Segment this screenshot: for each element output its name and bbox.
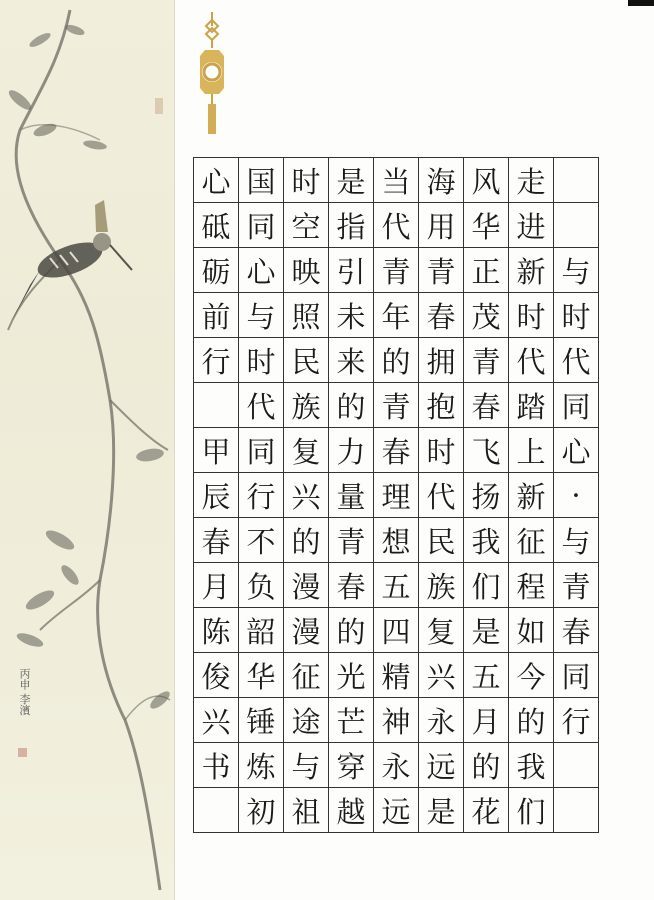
grid-cell: 是	[419, 788, 464, 833]
grid-cell: 扬	[464, 473, 509, 518]
grid-column	[419, 158, 464, 833]
grid-cell: 永	[374, 743, 419, 788]
grid-column	[554, 158, 599, 833]
grid-cell: 前	[194, 293, 239, 338]
grid-cell: 炼	[239, 743, 284, 788]
corner-mark	[628, 0, 654, 6]
grid-cell: 月	[194, 563, 239, 608]
grid-cell: 光	[329, 653, 374, 698]
grid-cell: 永	[419, 698, 464, 743]
grid-cell: 复	[284, 428, 329, 473]
grid-cell: 抱	[419, 383, 464, 428]
grid-cell: 途	[284, 698, 329, 743]
grid-cell: 茂	[464, 293, 509, 338]
grid-cell: 春	[419, 293, 464, 338]
grid-cell: 时	[239, 338, 284, 383]
grid-cell: 空	[284, 203, 329, 248]
ink-painting-panel	[0, 0, 175, 900]
grid-cell: 心	[239, 248, 284, 293]
grid-cell: 用	[419, 203, 464, 248]
grid-cell: 的	[464, 743, 509, 788]
grid-cell: 年	[374, 293, 419, 338]
grid-cell	[554, 203, 599, 248]
grid-cell: 征	[284, 653, 329, 698]
grid-cell: 指	[329, 203, 374, 248]
grid-cell	[194, 788, 239, 833]
grid-cell: 踏	[509, 383, 554, 428]
grid-cell: 是	[329, 158, 374, 203]
grid-cell: 漫	[284, 608, 329, 653]
grid-cell: 时	[284, 158, 329, 203]
grid-cell	[554, 743, 599, 788]
grid-cell: 正	[464, 248, 509, 293]
grid-cell: 韶	[239, 608, 284, 653]
grid-cell: 如	[509, 608, 554, 653]
grid-cell: 的	[329, 608, 374, 653]
grid-cell: 春	[374, 428, 419, 473]
grid-cell: 行	[194, 338, 239, 383]
grid-cell: 拥	[419, 338, 464, 383]
grid-cell: ·	[554, 473, 599, 518]
grid-column	[509, 158, 554, 833]
grid-cell: 民	[284, 338, 329, 383]
grid-cell: 的	[284, 518, 329, 563]
grid-cell: 征	[509, 518, 554, 563]
grid-cell: 代	[419, 473, 464, 518]
grid-cell: 们	[509, 788, 554, 833]
grid-cell: 行	[239, 473, 284, 518]
grid-cell: 祖	[284, 788, 329, 833]
grid-cell: 陈	[194, 608, 239, 653]
grid-cell: 书	[194, 743, 239, 788]
grid-cell: 当	[374, 158, 419, 203]
grid-column	[464, 158, 509, 833]
grid-cell: 青	[464, 338, 509, 383]
grid-cell: 来	[329, 338, 374, 383]
grid-cell: 代	[554, 338, 599, 383]
grid-cell	[194, 383, 239, 428]
grid-cell: 初	[239, 788, 284, 833]
grid-cell: 甲	[194, 428, 239, 473]
grid-cell: 负	[239, 563, 284, 608]
grid-cell: 远	[419, 743, 464, 788]
grid-cell: 花	[464, 788, 509, 833]
grid-cell: 兴	[284, 473, 329, 518]
grid-cell: 们	[464, 563, 509, 608]
grid-cell: 时	[509, 293, 554, 338]
grid-cell: 代	[374, 203, 419, 248]
bird	[12, 200, 132, 320]
grid-column	[194, 158, 239, 833]
grid-cell: 代	[239, 383, 284, 428]
grid-cell: 精	[374, 653, 419, 698]
grid-cell: 量	[329, 473, 374, 518]
painting-signature: 丙申 李濱	[18, 668, 31, 716]
grid-cell: 风	[464, 158, 509, 203]
grid-cell: 理	[374, 473, 419, 518]
grid-cell: 今	[509, 653, 554, 698]
grid-cell: 进	[509, 203, 554, 248]
grid-cell: 辰	[194, 473, 239, 518]
grid-cell: 与	[284, 743, 329, 788]
grid-cell: 走	[509, 158, 554, 203]
grid-cell: 飞	[464, 428, 509, 473]
grid-cell: 远	[374, 788, 419, 833]
grid-cell: 代	[509, 338, 554, 383]
grid-cell: 青	[329, 518, 374, 563]
grid-cell: 新	[509, 248, 554, 293]
grid-cell: 族	[284, 383, 329, 428]
grid-cell: 心	[194, 158, 239, 203]
grid-cell: 华	[239, 653, 284, 698]
grid-cell: 是	[464, 608, 509, 653]
grid-column	[284, 158, 329, 833]
grid-cell	[554, 788, 599, 833]
grid-cell: 程	[509, 563, 554, 608]
grid-cell: 与	[554, 248, 599, 293]
grid-cell: 的	[374, 338, 419, 383]
grid-cell: 俊	[194, 653, 239, 698]
grid-cell: 上	[509, 428, 554, 473]
grid-cell: 与	[239, 293, 284, 338]
grid-cell: 漫	[284, 563, 329, 608]
grid-cell: 不	[239, 518, 284, 563]
grid-cell: 同	[239, 203, 284, 248]
grid-cell: 四	[374, 608, 419, 653]
grid-cell: 未	[329, 293, 374, 338]
grid-cell: 青	[419, 248, 464, 293]
grid-cell: 想	[374, 518, 419, 563]
grid-cell: 新	[509, 473, 554, 518]
grid-cell: 同	[554, 383, 599, 428]
grid-cell: 砺	[194, 248, 239, 293]
bird-branch-painting	[0, 0, 174, 900]
grid-cell: 我	[464, 518, 509, 563]
grid-cell: 芒	[329, 698, 374, 743]
grid-cell: 华	[464, 203, 509, 248]
grid-cell: 引	[329, 248, 374, 293]
grid-cell: 越	[329, 788, 374, 833]
grid-cell: 穿	[329, 743, 374, 788]
grid-cell: 月	[464, 698, 509, 743]
grid-cell: 民	[419, 518, 464, 563]
chinese-knot-ornament-icon	[195, 12, 229, 134]
grid-column	[239, 158, 284, 833]
grid-cell: 国	[239, 158, 284, 203]
grid-cell: 与	[554, 518, 599, 563]
grid-cell	[554, 158, 599, 203]
grid-cell: 兴	[194, 698, 239, 743]
grid-cell: 时	[419, 428, 464, 473]
grid-column	[329, 158, 374, 833]
calligraphy-grid	[193, 157, 599, 833]
grid-cell: 砥	[194, 203, 239, 248]
grid-cell: 五	[464, 653, 509, 698]
grid-cell: 海	[419, 158, 464, 203]
grid-cell: 映	[284, 248, 329, 293]
grid-cell: 锤	[239, 698, 284, 743]
grid-cell: 春	[464, 383, 509, 428]
grid-cell: 青	[554, 563, 599, 608]
grid-cell: 春	[194, 518, 239, 563]
grid-cell: 我	[509, 743, 554, 788]
grid-cell: 心	[554, 428, 599, 473]
grid-cell: 神	[374, 698, 419, 743]
grid-cell: 行	[554, 698, 599, 743]
grid-cell: 同	[239, 428, 284, 473]
grid-cell: 青	[374, 383, 419, 428]
grid-cell: 五	[374, 563, 419, 608]
grid-cell: 复	[419, 608, 464, 653]
grid-cell: 春	[554, 608, 599, 653]
grid-cell: 的	[329, 383, 374, 428]
grid-cell: 青	[374, 248, 419, 293]
grid-column	[374, 158, 419, 833]
grid-cell: 族	[419, 563, 464, 608]
grid-cell: 兴	[419, 653, 464, 698]
grid-cell: 同	[554, 653, 599, 698]
grid-cell: 时	[554, 293, 599, 338]
grid-cell: 的	[509, 698, 554, 743]
grid-cell: 春	[329, 563, 374, 608]
grid-cell: 照	[284, 293, 329, 338]
grid-cell: 力	[329, 428, 374, 473]
